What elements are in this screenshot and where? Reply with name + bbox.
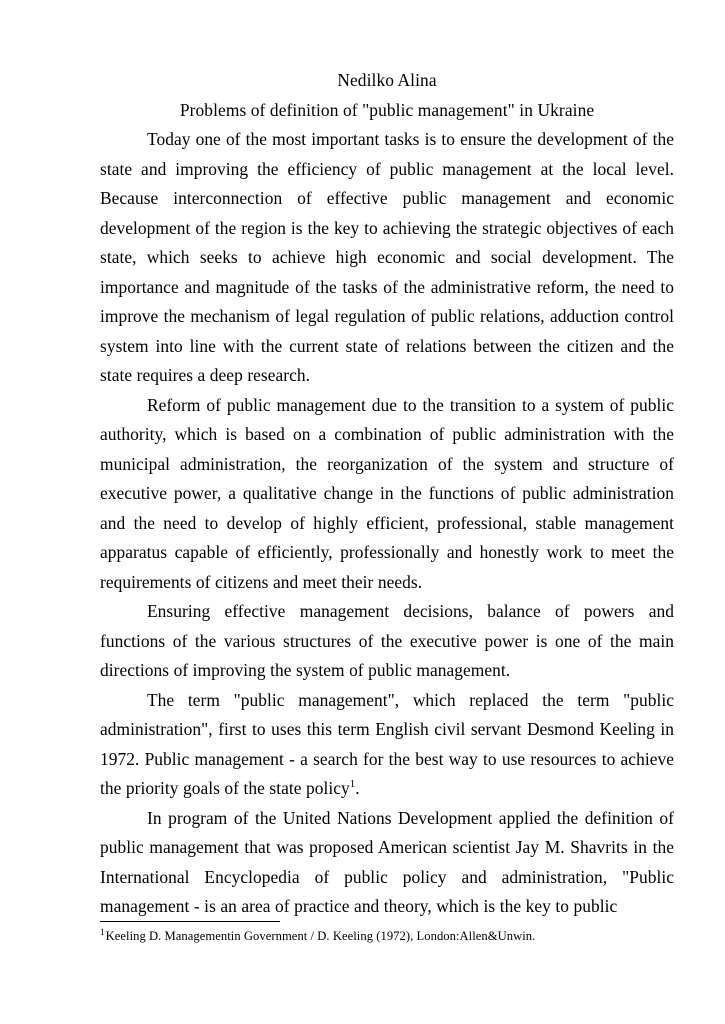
document-author: Nedilko Alina [337,70,437,90]
paragraph-5: In program of the United Nations Development applied the definition of public management that was proposed American scientist Jay M. Shavrits in the International Encyclopedia of public policy and administration, "Public management - is an area of practice and theory, which is the key to public [100,807,674,916]
footnote-number: 1 [100,926,105,937]
paragraph-4-text: The term "public management", which replaced the term "public administration", first to uses this term English civil servant Desmond Keeling in 1972. Public management - a search for the best way to use resources to achieve the priority goals of the state policy [100,689,674,798]
page-title: Problems of definition of "public management" in Ukraine [179,99,595,120]
paragraph-4-with-footnote-ref [100,686,674,804]
document-body [100,66,674,922]
paragraph-1: Today one of the most important tasks is to ensure the development of the state and improving the efficiency of public management at the local level. Because interconnection of effective public management and economic development of the region is the key to achieving the strategic objectives of each state, which seeks to achieve high economic and social development. The importance and magnitude of the tasks of the administrative reform, the need to improve the mechanism of legal regulation of public relations, adduction control system into line with the current state of relations between the citizen and the state requires a deep research. [100,129,674,385]
footnote-citation-text: Keeling D. Managementin Government / D. Keeling (1972), London:Allen&Unwin. [105,929,536,943]
paragraph-2: Reform of public management due to the transition to a system of public authority, which is based on a combination of public administration with the municipal administration, the reorganization of the system and structure of executive power, a qualitative change in the functions of public administration and the need to develop of highly efficient, professional, stable management apparatus capable of efficiently, professionally and honestly work to meet the requirements of citizens and meet their needs. [100,394,674,592]
footnote-area [100,921,674,944]
paragraph-4-text-tail: . [355,778,360,798]
footnote-reference-marker[interactable]: 1 [349,778,356,791]
footnote-entry [100,928,674,944]
footnote-separator-rule [100,921,280,922]
paragraph-3: Ensuring effective management decisions, balance of powers and functions of the various structures of the executive power is one of the main directions of improving the system of public management. [100,601,674,680]
